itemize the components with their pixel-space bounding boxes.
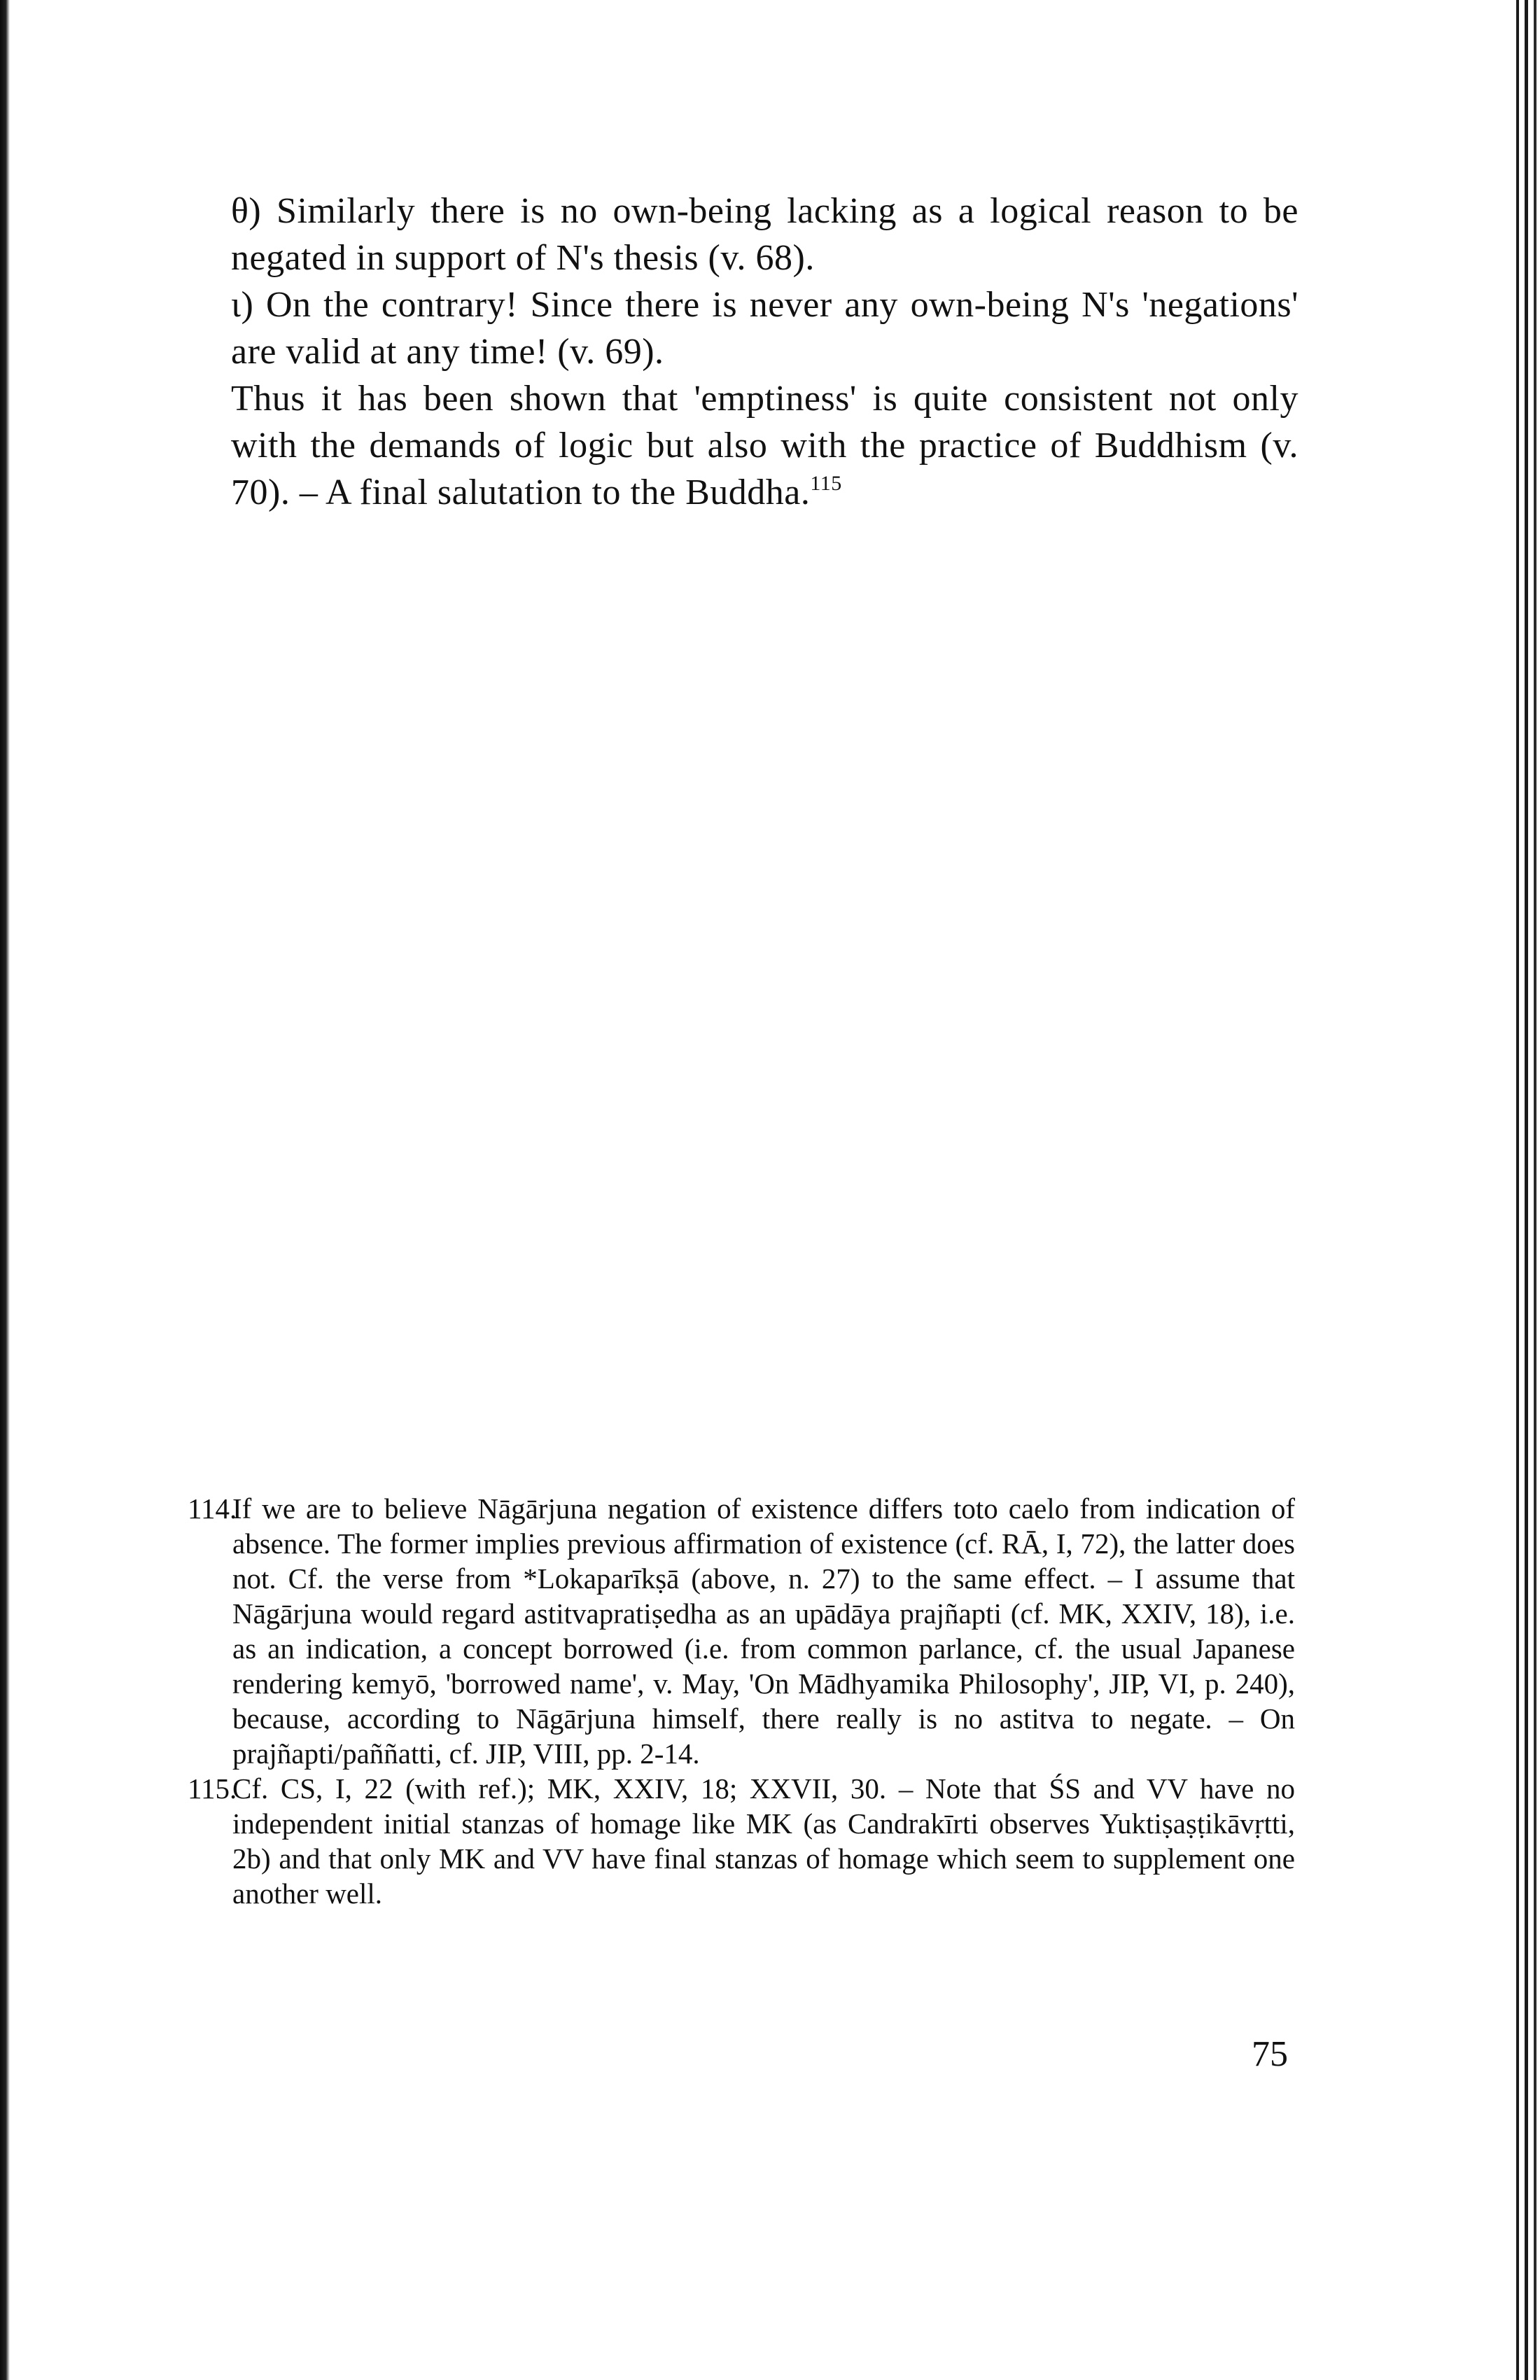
paragraph-theta: θ) Similarly there is no own-being lacking as a logical reason to be negated in support of N's thesis (v. 68). <box>231 191 1298 278</box>
footnote-number: 115. <box>188 1772 237 1805</box>
scan-edge-right <box>1516 0 1519 2380</box>
scan-edge-right <box>1534 0 1536 2380</box>
paragraph-conclusion <box>231 375 1298 516</box>
footnotes <box>188 1491 1295 1911</box>
footnote-ref-115: 115 <box>810 471 842 495</box>
scan-edge-left <box>0 0 10 2380</box>
main-text <box>231 188 1298 516</box>
page-number: 75 <box>1252 2034 1288 2074</box>
scan-edge-right <box>1525 0 1528 2380</box>
paragraph-conclusion-text: Thus it has been shown that 'emptiness' is quite consistent not only with the demands of logic but also with the practice of Buddhism (v. 70). – A final salutation to the Buddha. <box>231 379 1298 512</box>
footnote-number: 114. <box>188 1492 237 1525</box>
footnote-text: If we are to believe Nāgārjuna negation of existence differs toto caelo from indication of absence. The former implies previous affirmation of existence (cf. RĀ, I, 72), the latter does not. Cf. the verse from *Lokaparīkṣā (above, n. 27) to the same effect. – I assume that Nāgārjuna would regard astitvapratiṣedha as an upādāya prajñapti (cf. MK, XXIV, 18), i.e. as an indication, a concept borrowed (i.e. from common parlance, cf. the usual Japanese rendering kemyō, 'borrowed name', v. May, 'On Mādhyamika Philosophy', JIP, VI, p. 240), because, according to Nāgārjuna himself, there really is no astitva to negate. – On prajñapti/paññatti, cf. JIP, VIII, pp. 2-14. <box>232 1492 1295 1770</box>
footnote-115 <box>188 1771 1295 1911</box>
footnote-114 <box>188 1491 1295 1771</box>
footnote-text: Cf. CS, I, 22 (with ref.); MK, XXIV, 18; XXVII, 30. – Note that ŚS and VV have no independent initial stanzas of homage like MK (as Candrakīrti observes Yuktiṣaṣṭikāvṛtti, 2b) and that only MK and VV have final stanzas of homage which seem to supplement one another well. <box>232 1772 1295 1910</box>
paragraph-iota: ι) On the contrary! Since there is never any own-being N's 'negations' are valid at any time! (v. 69). <box>231 285 1298 372</box>
